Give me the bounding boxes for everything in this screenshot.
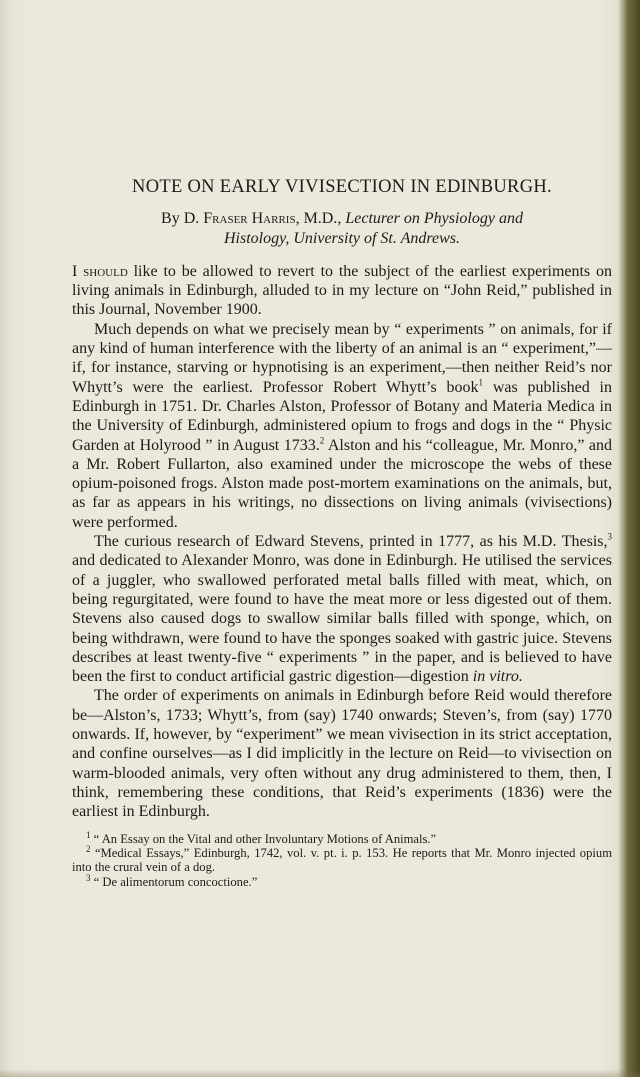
paragraph-3-italic: in vitro. bbox=[472, 668, 523, 686]
footnote-3-text: “ De alimentorum concoctione.” bbox=[90, 874, 258, 889]
paragraph-4-text: The order of experiments on animals in Edinburgh before Reid would therefore be—Alston’s, 1733; Whytt’s, from (say) 1740 onwards; Steven’s, from (say) 1770 onwards. If, however, by “experiment” we mean vivisection in its strict acceptation, and confine ourselves—as I did implicitly in the lecture on Reid—to vivisection on warm-blooded animals, very often without any drug administered to them, then, I think, remembering these conditions, that Reid’s experiments (1836) were the earliest in Edinburgh. bbox=[72, 687, 612, 821]
paragraph-4 bbox=[72, 686, 612, 821]
footnote-ref-2: 2 bbox=[319, 435, 325, 446]
footnotes bbox=[72, 829, 612, 890]
footnote-3 bbox=[72, 872, 612, 889]
paragraph-3-text-b: and dedicated to Alexander Monro, was done in Edinburgh. He utilised the services of a juggler, who swallowed perforated metal balls filled with meat, which, on being regurgitated, were found to have the meat more or less digested out of them. Stevens also caused dogs to swallow similar balls filled with sponge, which, on being withdrawn, were found to have the sponges soaked with gastric juice. Stevens describes at least twenty-five “ experiments ” in the paper, and is believed to have been the first to conduct artificial gastric digestion—digestion bbox=[72, 552, 612, 686]
footnote-2 bbox=[72, 843, 612, 875]
paragraph-2-text-b: was published in Edinburgh in 1751. Dr. Charles Alston, Professor of Botany and Materia Medica in the University of Edinburgh, administered opium to frogs and dogs in the “ Physic Garden at Holyrood ” in August 1733. bbox=[72, 378, 613, 454]
paragraph-3 bbox=[72, 532, 612, 686]
article bbox=[72, 178, 612, 889]
footnote-3-mark: 3 bbox=[86, 872, 91, 883]
paragraph-2 bbox=[72, 320, 612, 532]
footnote-1 bbox=[72, 829, 612, 846]
paragraph-1-lead: I should bbox=[72, 262, 128, 280]
page-title: NOTE ON EARLY VIVISECTION IN EDINBURGH. bbox=[132, 177, 552, 197]
byline bbox=[72, 209, 612, 248]
footnote-1-mark: 1 bbox=[86, 829, 91, 840]
author-position-line-1: Lecturer on Physiology and bbox=[345, 210, 523, 228]
footnote-2-mark: 2 bbox=[86, 843, 91, 854]
paragraph-1 bbox=[72, 262, 612, 320]
paragraph-3-text-a: The curious research of Edward Stevens, printed in 1777, as his M.D. Thesis, bbox=[94, 533, 608, 551]
footnote-1-text: “ An Essay on the Vital and other Involuntary Motions of Animals.” bbox=[90, 831, 437, 846]
paragraph-1-text: like to be allowed to revert to the subject of the earliest experiments on living animals in Edinburgh, alluded to in my lecture on “John Reid,” published in this Journal, November 1900. bbox=[72, 262, 612, 319]
article-body bbox=[72, 262, 612, 822]
paragraph-2-text-c: Alston and his “colleague, Mr. Monro,” and a Mr. Robert Fullarton, also examined under the microscope the webs of these opium-poisoned frogs. Alston made post-mortem examinations on the animals, but, as far as appears in his writings, no dissections on living animals (vivisections) were performed. bbox=[72, 436, 613, 531]
footnote-ref-3: 3 bbox=[607, 531, 612, 542]
footnote-2-text: “Medical Essays,” Edinburgh, 1742, vol. v. pt. i. p. 153. He reports that Mr. Monro injected opium into the crural vein of a dog. bbox=[72, 845, 612, 875]
byline-prefix: By D. bbox=[161, 210, 204, 228]
author-degree: , M.D., bbox=[295, 210, 346, 228]
author-position-line-2: Histology, University of St. Andrews. bbox=[224, 229, 460, 247]
footnote-ref-1: 1 bbox=[478, 377, 484, 388]
paragraph-2-text-a: Much depends on what we precisely mean by “ experiments ” on animals, for if any kind of human interference with the liberty of an animal is an “ experiment,”—if, for instance, starving or hypnotising is an experiment,—then neither Reid’s nor Whytt’s were the earliest. Professor Robert Whytt’s book bbox=[72, 320, 612, 396]
author-name: Fraser Harris bbox=[203, 210, 296, 228]
